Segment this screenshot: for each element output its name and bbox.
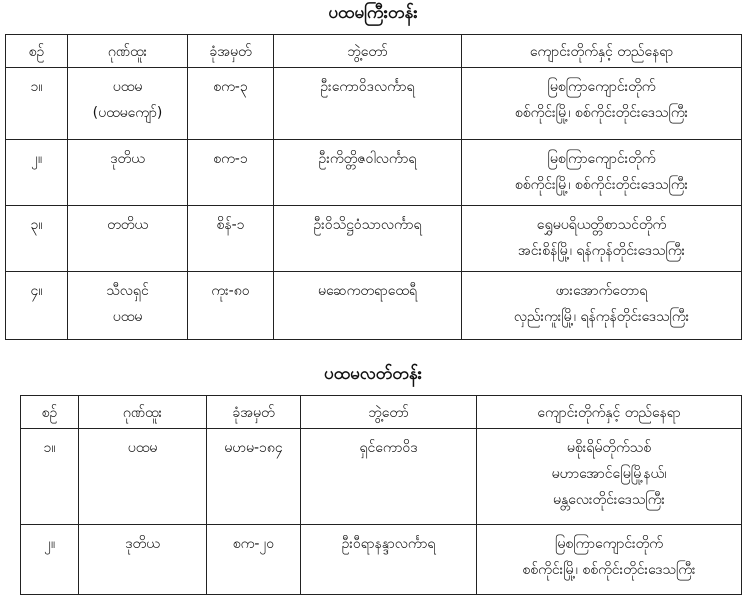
table-row	[6, 206, 742, 272]
header-no: စဉ်	[21, 396, 79, 429]
table-row	[6, 140, 742, 206]
cell-roll: မဟမ-၁၈၄	[207, 429, 301, 525]
cell-line: မြစကြာကျောင်းတိုက်	[547, 79, 656, 95]
cell-name: ဦးဝိသိဋ္ဌဝံသာလင်္ကာရ	[274, 206, 462, 272]
cell-line: ပထမ	[112, 79, 143, 95]
cell-place	[477, 429, 742, 525]
cell-place	[462, 272, 742, 340]
cell-no: ၂။	[6, 140, 68, 206]
cell-no: ၂။	[21, 525, 79, 595]
cell-roll: စက-၃	[188, 68, 274, 140]
cell-line: ဒုတိယ	[125, 536, 160, 552]
cell-line: အင်းစိန်မြို့၊ ရန်ကုန်တိုင်းဒေသကြီး	[517, 243, 686, 259]
table-row	[21, 429, 742, 525]
results-table-first-grade	[5, 34, 742, 340]
header-place: ကျောင်းတိုက်နှင့် တည်နေရာ	[462, 35, 742, 68]
cell-line: လှည်းကူးမြို့၊ ရန်ကုန်တိုင်းဒေသကြီး	[513, 309, 690, 325]
cell-no: ၁။	[21, 429, 79, 525]
header-roll: ခုံအမှတ်	[188, 35, 274, 68]
cell-line: ပထမ	[127, 440, 158, 456]
cell-roll: ကုး-၈၀	[188, 272, 274, 340]
header-rank: ဂုဏ်ထူး	[79, 396, 207, 429]
table-row	[6, 272, 742, 340]
cell-rank	[68, 206, 188, 272]
cell-line: မြစကြာကျောင်းတိုက်	[555, 536, 663, 552]
cell-line: ဖားအောက်တောရ	[555, 283, 648, 299]
table-row	[6, 68, 742, 140]
header-roll: ခုံအမှတ်	[207, 396, 301, 429]
cell-no: ၃။	[6, 206, 68, 272]
table-header-row	[21, 396, 742, 429]
cell-place	[477, 525, 742, 595]
cell-rank	[79, 429, 207, 525]
cell-line: တတိယ	[107, 217, 148, 233]
cell-line: မြစကြာကျောင်းတိုက်	[547, 151, 656, 167]
cell-line: စစ်ကိုင်းမြို့၊ စစ်ကိုင်းတိုင်းဒေသကြီး	[514, 177, 689, 193]
header-rank: ဂုဏ်ထူး	[68, 35, 188, 68]
cell-place	[462, 68, 742, 140]
cell-line: စစ်ကိုင်းမြို့၊ စစ်ကိုင်းတိုင်းဒေသကြီး	[522, 562, 696, 578]
cell-rank	[79, 525, 207, 595]
header-name: ဘွဲ့တော်	[274, 35, 462, 68]
cell-no: ၁။	[6, 68, 68, 140]
cell-line: (ပထမကျော်)	[92, 105, 163, 121]
cell-name: ဦးကိတ္တိဇဝါလင်္ကာရ	[274, 140, 462, 206]
cell-line: သီလရှင်	[106, 283, 149, 299]
cell-name: ရှင်ကောဝိဒ	[301, 429, 477, 525]
cell-roll: စက-၁	[188, 140, 274, 206]
cell-line: မစိုးရိမ်တိုက်သစ်	[566, 440, 652, 456]
header-place: ကျောင်းတိုက်နှင့် တည်နေရာ	[477, 396, 742, 429]
cell-roll: စက-၂၀	[207, 525, 301, 595]
table-header-row	[6, 35, 742, 68]
cell-name: မဆေကတရာထေရီ	[274, 272, 462, 340]
cell-no: ၄။	[6, 272, 68, 340]
header-name: ဘွဲ့တော်	[301, 396, 477, 429]
section-title-first-grade: ပထမကြီးတန်း	[328, 3, 418, 23]
cell-rank	[68, 68, 188, 140]
cell-rank	[68, 272, 188, 340]
cell-line: ဒုတိယ	[110, 151, 145, 167]
cell-line: ပထမ	[112, 309, 143, 325]
cell-line: ရွှေမပရိယတ္တိစာသင်တိုက်	[536, 217, 667, 233]
section-title-second-grade: ပထမလတ်တန်း	[324, 364, 422, 384]
cell-rank	[68, 140, 188, 206]
header-no: စဉ်	[6, 35, 68, 68]
cell-place	[462, 206, 742, 272]
cell-line: မဟာအောင်မြေမြို့နယ်၊	[551, 466, 667, 482]
cell-name: ဦးကောဝိဒလင်္ကာရ	[274, 68, 462, 140]
cell-line: မန္တလေးတိုင်းဒေသကြီး	[553, 492, 665, 508]
cell-line: စစ်ကိုင်းမြို့၊ စစ်ကိုင်းတိုင်းဒေသကြီး	[514, 105, 689, 121]
cell-name: ဦးဝီရာနန္ဒာလင်္ကာရ	[301, 525, 477, 595]
table-row	[21, 525, 742, 595]
cell-place	[462, 140, 742, 206]
cell-roll: စိန်-၁	[188, 206, 274, 272]
results-table-second-grade	[20, 395, 742, 595]
